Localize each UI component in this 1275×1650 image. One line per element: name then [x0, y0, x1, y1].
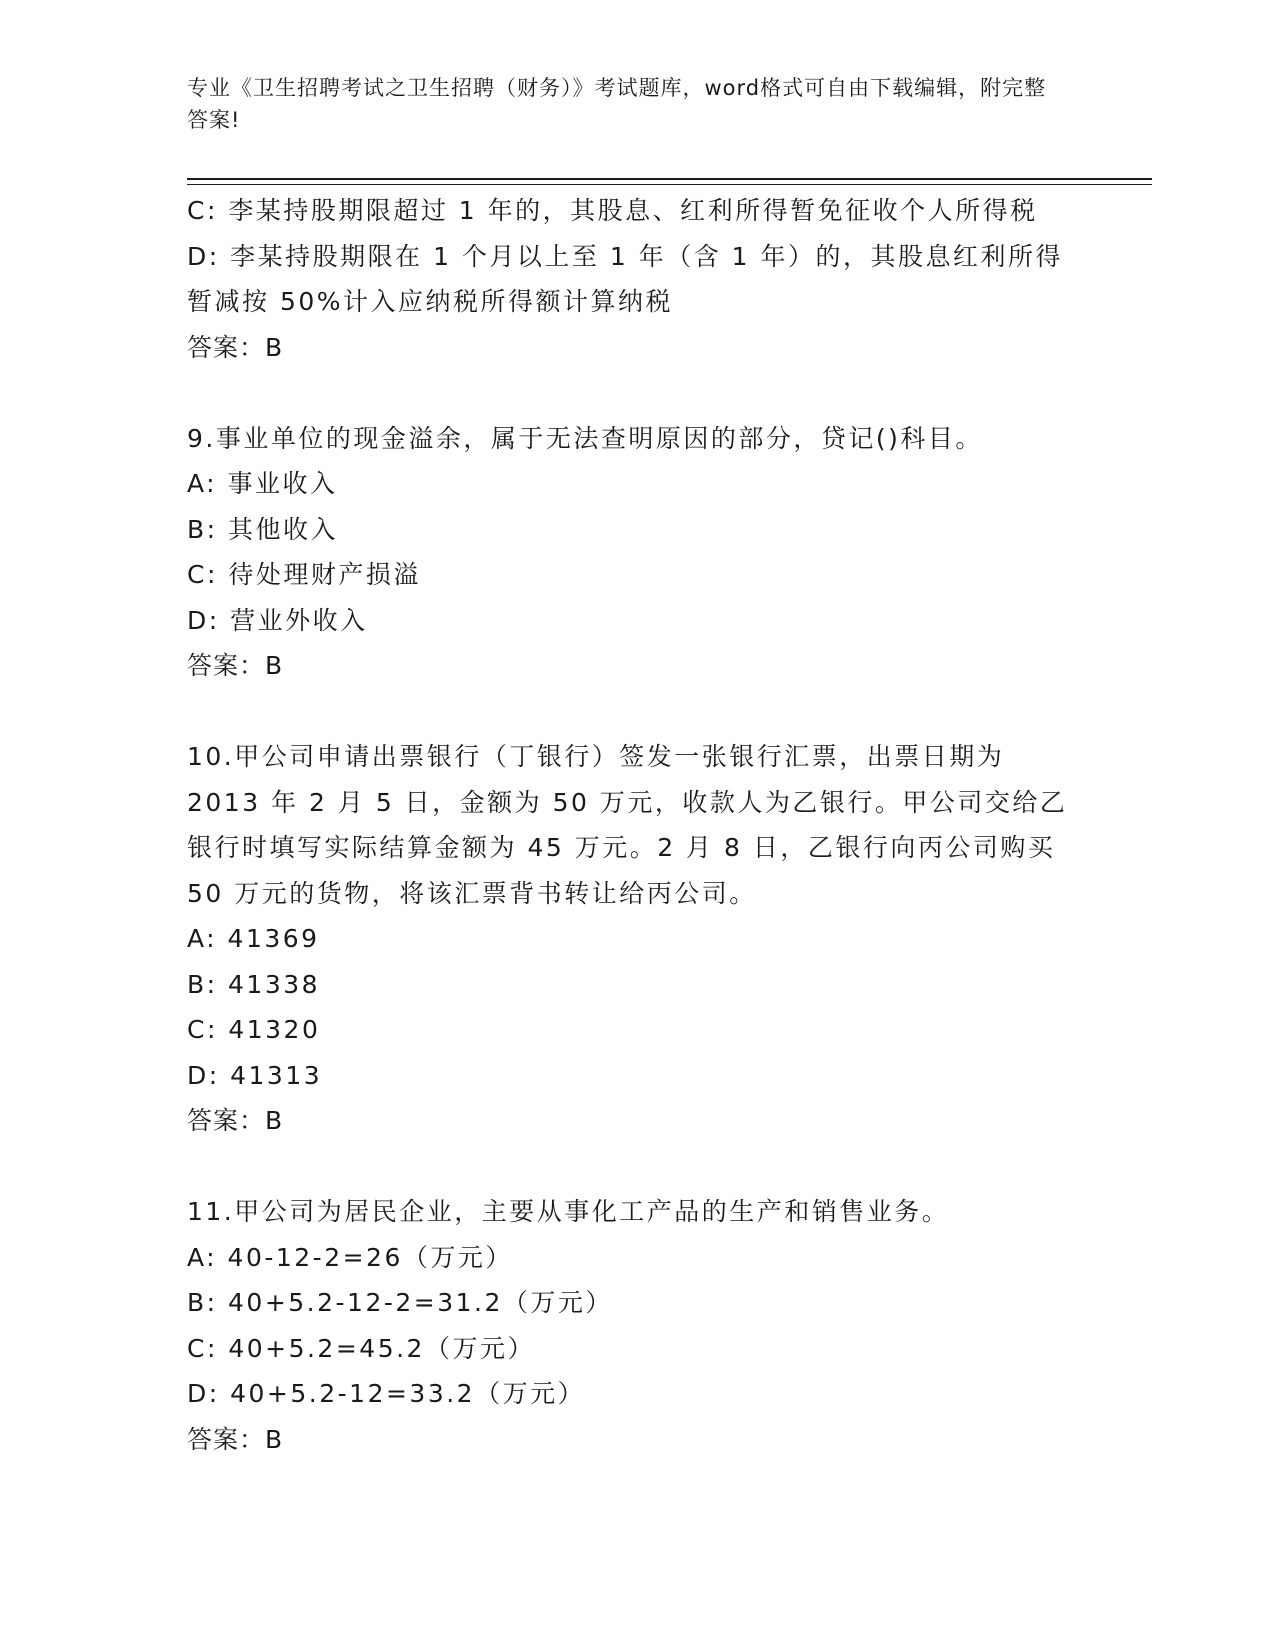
option-c: C: 李某持股期限超过 1 年的，其股息、红利所得暂免征收个人所得税 — [187, 196, 1038, 225]
question-block-10 — [187, 734, 1077, 1144]
spacer — [187, 689, 1077, 735]
question-block-8 — [187, 188, 1077, 370]
answer: 答案：B — [187, 332, 284, 362]
option-b: B: 40+5.2-12-2=31.2（万元） — [187, 1288, 613, 1317]
option-d: D: 41313 — [187, 1060, 323, 1090]
answer: 答案：B — [187, 1106, 284, 1135]
question-stem: 11.甲公司为居民企业，主要从事化工产品的生产和销售业务。 — [187, 1197, 950, 1226]
option-a: A: 41369 — [187, 924, 320, 953]
answer: 答案：B — [187, 651, 284, 680]
option-c: C: 41320 — [187, 1015, 321, 1044]
option-d: D: 李某持股期限在 1 个月以上至 1 年（含 1 年）的，其股息红利所得暂减按 50%计入应纳税所得额计算纳税 — [187, 241, 1064, 316]
answer: 答案：B — [187, 1424, 284, 1454]
option-c: C: 40+5.2=45.2（万元） — [187, 1333, 535, 1363]
document-header — [187, 72, 1067, 136]
header-divider-thin — [187, 184, 1152, 185]
header-divider-thick — [187, 178, 1152, 180]
option-d: D: 营业外收入 — [187, 605, 368, 635]
option-a: A: 事业收入 — [187, 469, 338, 498]
question-block-9 — [187, 416, 1077, 689]
question-content — [187, 188, 1077, 1462]
spacer — [187, 370, 1077, 416]
spacer — [187, 1144, 1077, 1190]
question-stem: 9.事业单位的现金溢余，属于无法查明原因的部分，贷记()科目。 — [187, 423, 983, 453]
option-b: B: 41338 — [187, 969, 321, 999]
option-d: D: 40+5.2-12=33.2（万元） — [187, 1379, 586, 1408]
question-block-11 — [187, 1189, 1077, 1462]
option-c: C: 待处理财产损溢 — [187, 560, 421, 589]
header-text: 专业《卫生招聘考试之卫生招聘（财务）》考试题库，word格式可自由下载编辑，附完整答案! — [187, 76, 1047, 132]
option-a: A: 40-12-2=26（万元） — [187, 1242, 513, 1272]
question-stem: 10.甲公司申请出票银行（丁银行）签发一张银行汇票，出票日期为 2013 年 2 月 5 日，金额为 50 万元，收款人为乙银行。甲公司交给乙银行时填写实际结算金额为 45 万元。2 月 8 日，乙银行向丙公司购买 50 万元的货物，将该汇票背书转让给丙公司。 — [187, 742, 1068, 908]
option-b: B: 其他收入 — [187, 514, 339, 544]
